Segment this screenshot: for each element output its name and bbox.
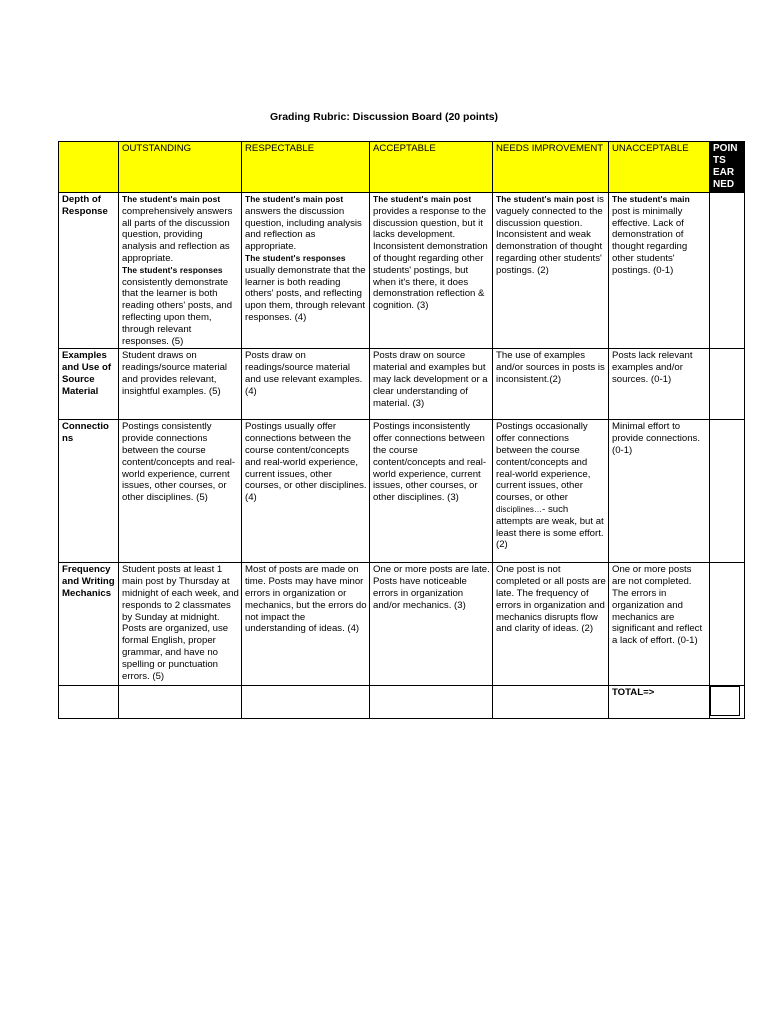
total-label: TOTAL=> — [609, 686, 710, 719]
cell-lead: The student's main post — [122, 194, 221, 204]
cell-points — [710, 349, 745, 420]
total-row — [59, 686, 745, 719]
cell-outstanding: Student draws on readings/source material and provides relevant, insightful examples. (5) — [119, 349, 242, 420]
rubric-table — [58, 141, 745, 719]
cell-text: provides a response to the discussion question, but it lacks development. Inconsistent demonstration of thought regarding other students' postings, but when it's there, it does demonstration reflection & cognition. (3) — [373, 205, 488, 312]
criterion-label: Depth of Response — [59, 193, 119, 349]
total-row-blank-cell — [242, 686, 370, 719]
cell-text: usually demonstrate that the learner is both reading others' posts, and reflecting upon them, through relevant responses. (4) — [245, 264, 366, 323]
header-row — [59, 142, 745, 193]
header-acceptable: ACCEPTABLE — [370, 142, 493, 193]
cell-unacceptable: One or more posts are not completed. The errors in organization and mechanics are significant and reflect a lack of effort. (0-1) — [609, 563, 710, 686]
cell-needs-improvement: The use of examples and/or sources in posts is inconsistent.(2) — [493, 349, 609, 420]
cell-text: consistently demonstrate that the learner is both reading others' posts, and reflecting upon them, through relevant responses. (5) — [122, 276, 233, 347]
criterion-label: Connectio ns — [59, 420, 119, 563]
cell-needs-improvement — [493, 420, 609, 563]
cell-lead: The student's main — [612, 194, 690, 204]
header-respectable: RESPECTABLE — [242, 142, 370, 193]
total-points-cell — [710, 686, 745, 719]
cell-points — [710, 193, 745, 349]
cell-acceptable: Postings inconsistently offer connections between the course content/concepts and real-world experience, current issues, other courses, or other disciplines. (3) — [370, 420, 493, 563]
table-row — [59, 420, 745, 563]
table-row — [59, 193, 745, 349]
header-unacceptable: UNACCEPTABLE — [609, 142, 710, 193]
cell-needs-improvement: One post is not completed or all posts are late. The frequency of errors in organization and mechanics disrupts flow and clarity of ideas. (2) — [493, 563, 609, 686]
cell-respectable — [242, 193, 370, 349]
cell-acceptable — [370, 193, 493, 349]
cell-points — [710, 420, 745, 563]
cell-respectable: Postings usually offer connections between the course content/concepts and real-world experience, current issues, other courses, or other disciplines. (4) — [242, 420, 370, 563]
page-title: Grading Rubric: Discussion Board (20 points) — [269, 111, 499, 123]
cell-lead: disciplines… — [496, 504, 543, 514]
cell-lead: The student's main post — [496, 194, 595, 204]
cell-lead: The student's responses — [245, 252, 346, 263]
cell-unacceptable: Minimal effort to provide connections. (0-1) — [609, 420, 710, 563]
total-row-blank-cell — [370, 686, 493, 719]
cell-text: comprehensively answers all parts of the discussion question, providing analysis and reflection as appropriate. — [122, 205, 233, 264]
criterion-label: Frequency and Writing Mechanics — [59, 563, 119, 686]
table-row — [59, 563, 745, 686]
cell-acceptable: One or more posts are late. Posts have noticeable errors in organization and/or mechanics. (3) — [370, 563, 493, 686]
cell-unacceptable: Posts lack relevant examples and/or sources. (0-1) — [609, 349, 710, 420]
header-cell-criterion — [59, 142, 119, 193]
cell-unacceptable — [609, 193, 710, 349]
header-needs-improvement: NEEDS IMPROVEMENT — [493, 142, 609, 193]
header-points-earned: POIN TS EAR NED — [710, 142, 745, 193]
cell-respectable: Posts draw on readings/source material and use relevant examples. (4) — [242, 349, 370, 420]
header-outstanding: OUTSTANDING — [119, 142, 242, 193]
cell-text: - such attempts are weak, but at least there is some effort. (2) — [496, 503, 604, 551]
table-row — [59, 349, 745, 420]
cell-text: post is minimally effective. Lack of demonstration of thought regarding other students' postings. (0-1) — [612, 205, 688, 276]
cell-lead: The student's responses — [122, 264, 223, 275]
cell-outstanding: Postings consistently provide connections between the course content/concepts and real-world experience, current issues, other courses, or other disciplines. (5) — [119, 420, 242, 563]
cell-lead: The student's main post — [373, 194, 472, 204]
cell-text: Postings occasionally offer connections between the course content/concepts and real-world experience, current issues, other courses, or other — [496, 421, 591, 504]
cell-points — [710, 563, 745, 686]
total-points-box[interactable] — [710, 686, 740, 716]
cell-outstanding: Student posts at least 1 main post by Thursday at midnight of each week, and responds to 2 classmates by Sunday at midnight. Posts are organized, use formal English, proper grammar, and have no spelling or punctuation errors. (5) — [119, 563, 242, 686]
criterion-label: Examples and Use of Source Material — [59, 349, 119, 420]
cell-outstanding — [119, 193, 242, 349]
total-row-blank-cell — [59, 686, 119, 719]
cell-acceptable: Posts draw on source material and examples but may lack development or a clear understanding of material. (3) — [370, 349, 493, 420]
total-row-blank-cell — [119, 686, 242, 719]
total-row-blank-cell — [493, 686, 609, 719]
cell-respectable: Most of posts are made on time. Posts may have minor errors in organization or mechanics, but the errors do not impact the understanding of ideas. (4) — [242, 563, 370, 686]
cell-lead: The student's main post — [245, 194, 344, 204]
cell-text: answers the discussion question, including analysis and reflection as appropriate. — [245, 205, 362, 253]
cell-needs-improvement — [493, 193, 609, 349]
cell-text: is vaguely connected to the discussion question. Inconsistent and weak demonstration of thought regarding other students' postings. (2) — [496, 194, 604, 276]
